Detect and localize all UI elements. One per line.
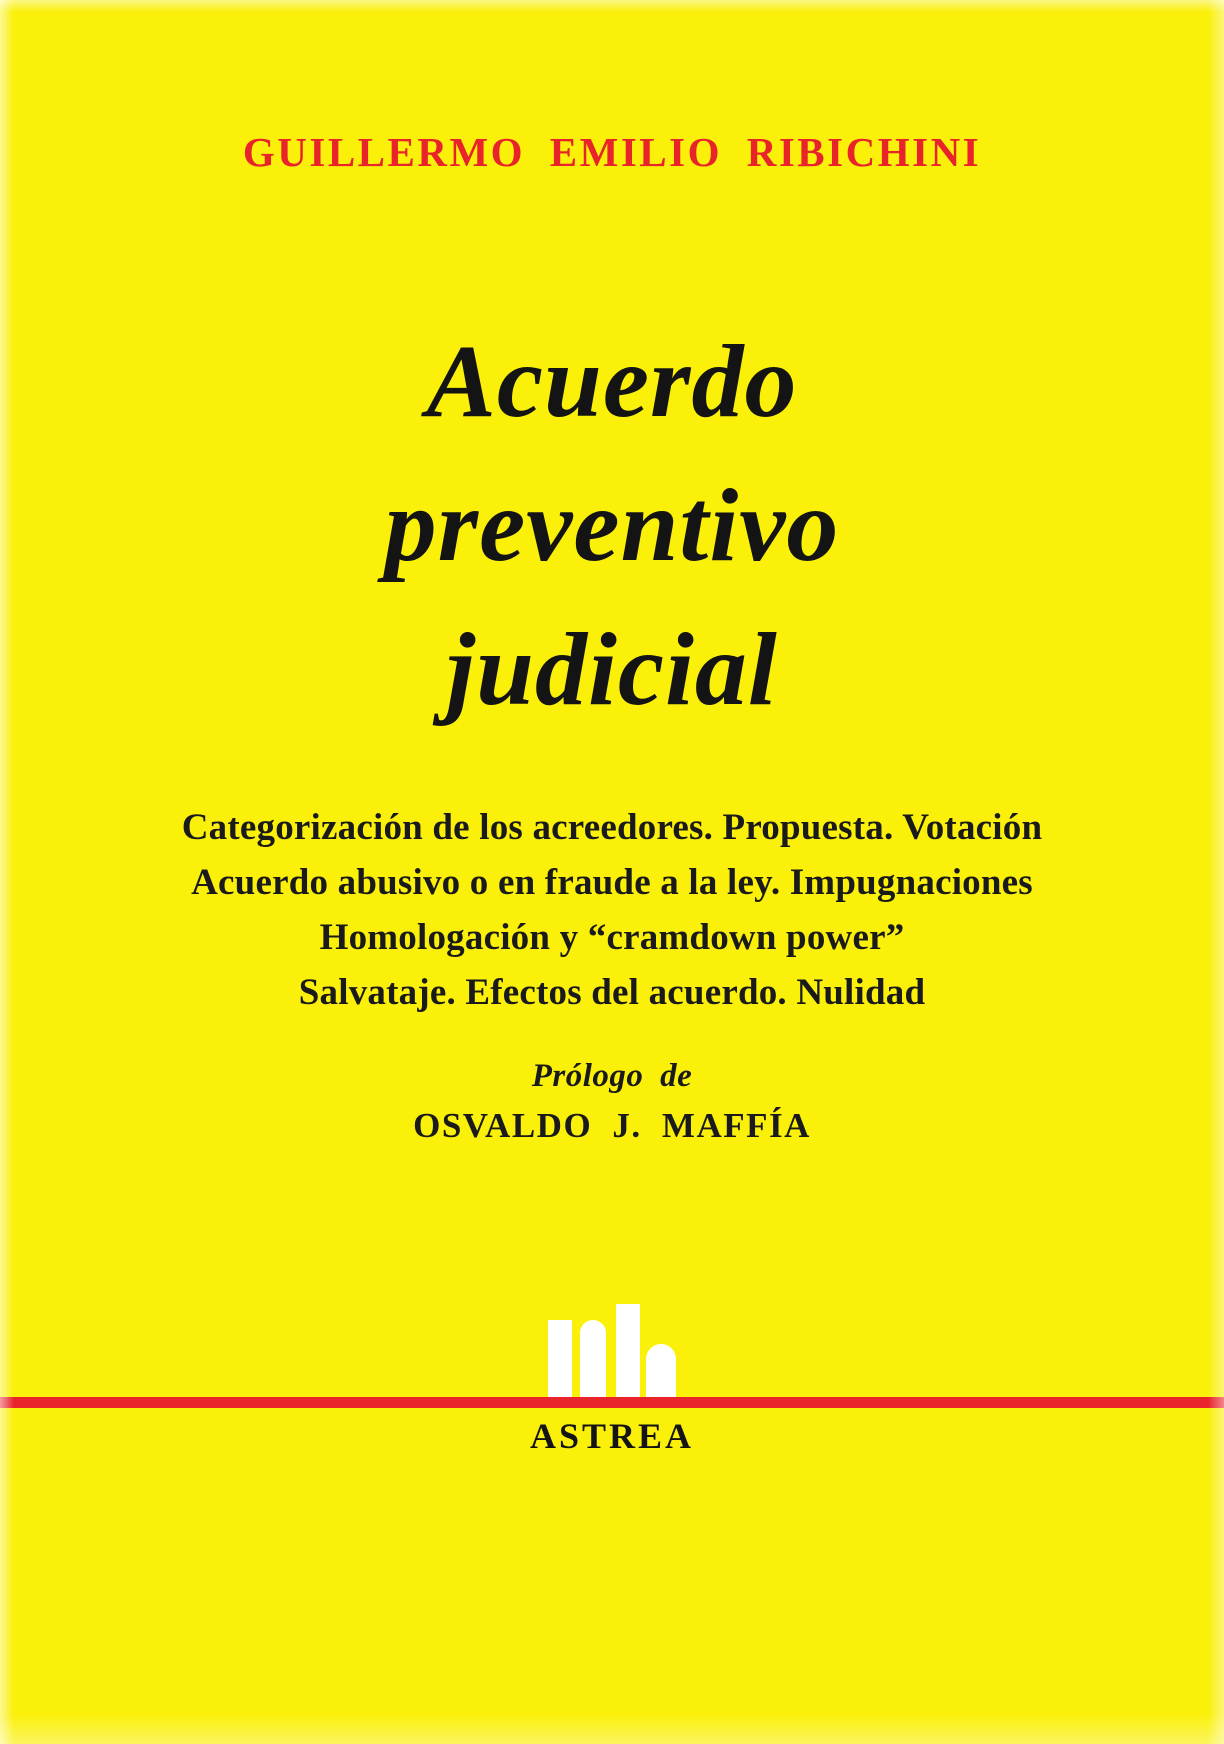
title-line-1: Acuerdo xyxy=(426,324,798,439)
logo-bar-4 xyxy=(646,1344,676,1400)
scan-edge-bottom xyxy=(0,1714,1224,1744)
red-divider-rule xyxy=(0,1397,1224,1408)
publisher-logo xyxy=(0,1300,1224,1400)
publisher-name: ASTREA xyxy=(529,1416,695,1456)
subtitle-topics xyxy=(0,800,1224,1020)
subtitle-line-2: Acuerdo abusivo o en fraude a la ley. Impugnaciones xyxy=(191,862,1033,903)
subtitle-line-1: Categorización de los acreedores. Propuesta. Votación xyxy=(181,807,1043,848)
prologue-credit xyxy=(0,1058,1224,1146)
subtitle-line-4: Salvataje. Efectos del acuerdo. Nulidad xyxy=(298,972,926,1013)
prologue-author-name: OSVALDO J. MAFFÍA xyxy=(413,1106,811,1145)
logo-bar-2 xyxy=(580,1320,606,1400)
title-line-2: preventivo xyxy=(384,468,840,583)
astrea-dh-logo-icon xyxy=(542,1304,682,1400)
title-line-3: judicial xyxy=(446,612,778,727)
subtitle-line-3: Homologación y “cramdown power” xyxy=(319,917,905,958)
author-name: GUILLERMO EMILIO RIBICHINI xyxy=(242,129,982,175)
scan-edge-top xyxy=(0,0,1224,12)
logo-bar-3 xyxy=(616,1304,640,1400)
prologue-label: Prólogo de xyxy=(531,1058,693,1094)
book-title xyxy=(0,310,1224,742)
logo-bar-1 xyxy=(548,1320,572,1400)
